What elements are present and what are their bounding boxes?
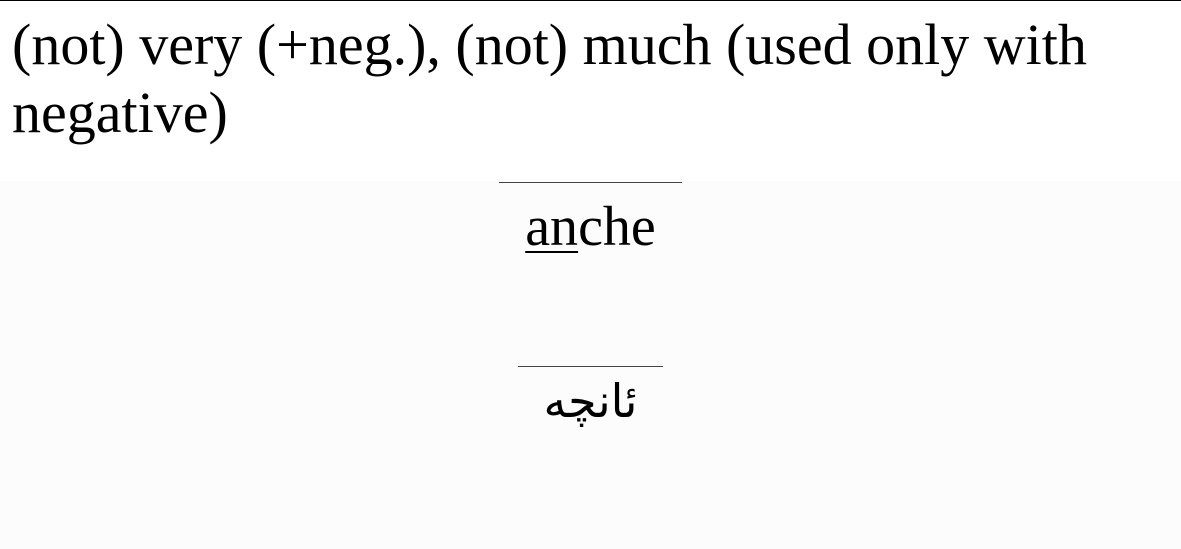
transliteration-underlined-syllable: an [525,196,579,258]
arabic-script-overline [518,366,663,367]
transliteration-remainder: che [578,196,656,258]
english-definition: (not) very (+neg.), (not) much (used only with negative) [12,12,1087,145]
definition-section [0,1,1181,181]
transliteration-overline [499,182,682,183]
transliteration-word [0,192,1181,262]
arabic-script-word: ئانچه [543,374,638,428]
